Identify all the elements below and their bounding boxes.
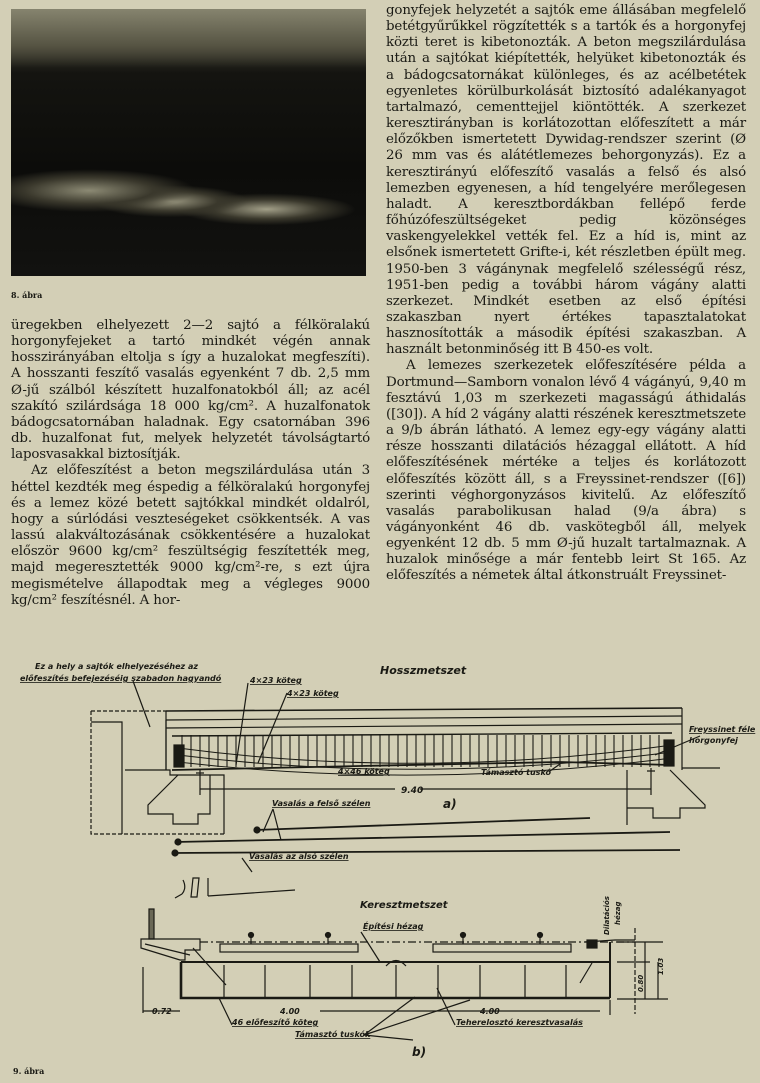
label-cross-reinf: Teherelosztó keresztvasalás xyxy=(456,1018,583,1027)
label-bundles: 46 előfeszítő köteg xyxy=(232,1018,319,1027)
label-dilatation-1: Dilatációs xyxy=(603,896,611,935)
part-a-sublabel: a) xyxy=(443,797,457,811)
label-dilatation-2: hézag xyxy=(614,901,622,925)
label-dim-left: 0.72 xyxy=(152,1007,172,1016)
figure-9-diagram xyxy=(0,650,760,1070)
right-column xyxy=(386,3,746,585)
figure-8-caption: 8. ábra xyxy=(11,290,43,300)
label-dim-h1: 0.80 xyxy=(637,974,645,992)
label-support-block: Támasztó tuskó xyxy=(481,768,551,777)
label-supports: Támasztó tuskók xyxy=(295,1030,371,1039)
paragraph: Az előfeszítést a beton megszilárdulása után 3 héttel kezdték meg éspedig a félköralakú horgonyfej és a lemez közé betett sajtókkal mindkét oldalról, hogy a súrlódási veszteségeket csökkentsék. A vas lassú alakváltozásának csökkentésére a huzalokat először 9600 kg/cm² feszültségig feszítették meg, majd megeresztették 9000 kg/cm²-re, s ezt újra megismételve állapodtak meg a végleges 9000 kg/cm² feszítésnél. A hor- xyxy=(11,463,370,608)
label-note-1: Ez a hely a sajtók elhelyezéséhez az xyxy=(35,662,199,671)
part-b-title: Keresztmetszet xyxy=(360,900,448,911)
label-note-2: előfeszítés befejezéséig szabadon hagyandó xyxy=(20,674,222,683)
figure-9-caption: 9. ábra xyxy=(13,1066,45,1076)
label-dim-mid-1: 4.00 xyxy=(280,1007,300,1016)
label-bundle-1: 4×23 köteg xyxy=(250,676,302,685)
label-joint: Építési hézag xyxy=(363,922,424,931)
part-b-sublabel: b) xyxy=(412,1045,427,1059)
label-top-reinf: Vasalás a felső szélen xyxy=(272,799,371,808)
paragraph: A lemezes szerkezetek előfeszítésére példa a Dortmund—Samborn vonalon lévő 4 vágányú, 9,40 m fesztávú 1,03 m szerkezeti magasságú áthidalás ([30]). A híd 2 vágány alatti részének keresztmetszete a 9/b ábrán látható. A lemez egy-egy vágány alatti része hosszanti dilatációs hézaggal ellátott. A híd előfeszítésének mértéke a teljes és korlátozott előfeszítés között áll, s a Freyssinet-rendszer ([6]) szerinti véghorgonyzásos kivitelű. Az előfeszítő vasalás parabolikusan halad (9/a ábra) s vágányonként 46 db. vaskötegből áll, melyek egyenként 12 db. 5 mm Ø-jű huzalt tartalmaznak. A huzalok minősége a már fentebb leirt St 165. Az előfeszítés a németek által átkonstruált Freyssinet- xyxy=(386,358,746,584)
label-bundle-2: 4×23 köteg xyxy=(287,689,339,698)
label-bundle-3: 4×46 köteg xyxy=(338,767,390,776)
part-a-title: Hosszmetszet xyxy=(380,664,467,677)
label-dim-h2: 1.03 xyxy=(657,957,665,975)
label-dim-mid-2: 4.00 xyxy=(480,1007,500,1016)
label-span: 9.40 xyxy=(401,786,424,796)
left-column xyxy=(11,318,370,609)
label-bottom-reinf: Vasalás az alsó szélen xyxy=(249,852,349,861)
photo-sky xyxy=(11,9,366,68)
figure-8-photo xyxy=(11,9,366,276)
label-anchor-1: Freyssinet féle xyxy=(689,725,756,734)
label-anchor-2: horgonyfej xyxy=(689,736,738,745)
paragraph: gonyfejek helyzetét a sajtók eme állásában megfelelő betétgyűrűkkel rögzítették s a tartók és a horgonyfej közti teret is kibetonozták. A beton megszilárdulása után a sajtókat kiépítették, helyüket kibetonozták és a bádogcsatornákat különleges, és az acélbetétek egyenletes körülburkolását biztosító adalékanyagot tartalmazó, cementtejjel kiöntötték. A szerkezet keresztirányban is korlátozottan előfeszített a már előzőkben ismertetett Dywidag-rendszer szerint (Ø 26 mm vas és alátétlemezes behorgonyzás). Ez a keresztirányú előfeszítő vasalás a felső és alsó lemezben egyenesen, a híd tengelyére merőlegesen haladt. A keresztbordákban fellépő ferde főhúzófeszültségeket pedig közönséges vaskengyelekkel vették fel. Ez a híd is, mint az elsőnek ismertetett Grifte-i, két részletben épült meg. 1950-ben 3 vágánynak megfelelő szélességű rész, 1951-ben pedig a további három vágány alatti szerkezet. Mindkét esetben az első építési szakaszban nyert értékes tapasztalatokat hasznosították a második építési szakaszban. A használt betonminőség itt B 450-es volt. xyxy=(386,3,746,358)
paragraph: üregekben elhelyezett 2—2 sajtó a félköralakú horgonyfejeket a tartó mindkét végén annak hosszirányában eltolja s így a huzalokat megfeszíti). A hosszanti feszítő vasalás egyenként 7 db. 2,5 mm Ø-jű szálból készített huzalfonatokból áll; az acél szakító szilárdsága 18 000 kg/cm². A huzalfonatok bádogcsatornában haladnak. Egy csatornában 396 db. huzalfonat fut, melyek helyzetét távolságtartó laposvasakkal biztosítják. xyxy=(11,318,370,463)
